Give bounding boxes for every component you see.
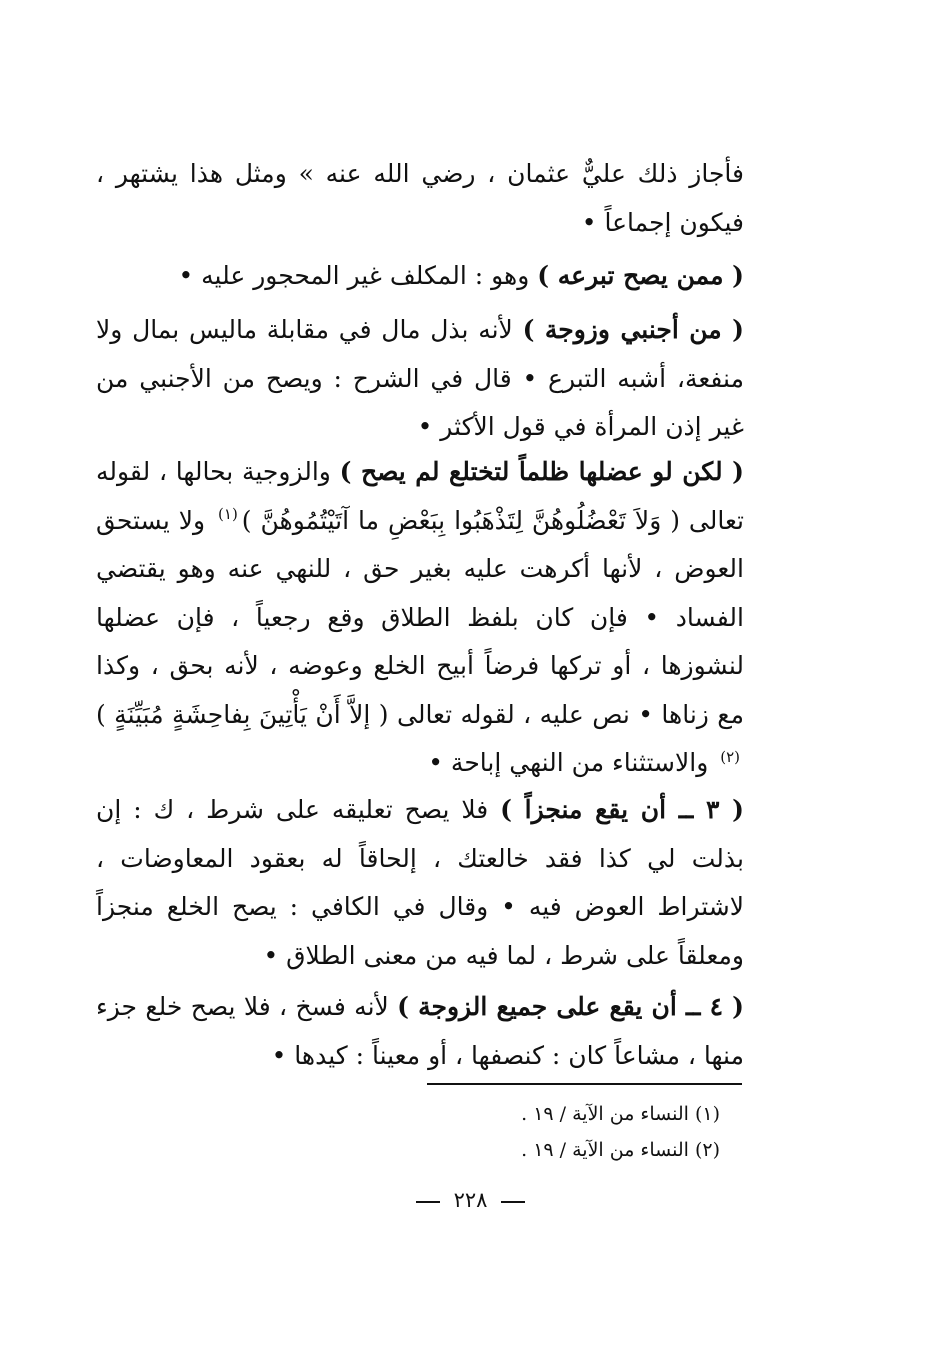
footnote-1: (١) النساء من الآية / ١٩ .: [521, 1103, 720, 1125]
footnote-ref[interactable]: (١): [218, 505, 238, 524]
paragraph-consensus: [96, 150, 744, 247]
paragraph-text: فأجاز ذلك عليٌّ عثمان ، رضي الله عنه » ومثل هذا يشتهر ، فيكون إجماعاً •: [96, 159, 744, 237]
matn-phrase: ( ٤ ــ أن يقع على جميع الزوجة ): [397, 992, 744, 1021]
paragraph-text: لأنه بذل مال في مقابلة ماليس بمال ولا منفعة، أشبه التبرع • قال في الشرح : ويصح من الأجنبي من غير إذن المرأة في قول الأكثر •: [96, 315, 744, 441]
footnotes: [420, 1096, 720, 1168]
matn-phrase: ( لكن لو عضلها ظلماً لتختلع لم يصح ): [339, 457, 744, 486]
paragraph-coercion: [96, 448, 744, 788]
paragraph-condition-4: [96, 983, 744, 1080]
paragraph-valid-donor: [96, 252, 792, 301]
paragraph-text: ولا يستحق العوض ، لأنها أكرهت عليه بغير حق ، للنهي عنه وهو يقتضي الفساد • فإن كان بلفظ الطلاق وقع رجعياً ، فإن عضلها لنشوزها ، أو تركها فرضاً أبيح الخلع وعوضه ، لأنه بحق ، وكذا مع زناها • نص عليه ، لقوله تعالى: [96, 505, 744, 729]
paragraph-text: وهو : المكلف غير المحجور عليه •: [178, 261, 530, 290]
footnote-2: (٢) النساء من الآية / ١٩ .: [521, 1139, 720, 1161]
paragraph-text: والاستثناء من النهي إباحة •: [428, 748, 709, 777]
footnote-separator: [427, 1083, 742, 1085]
matn-phrase: ( ممن يصح تبرعه ): [537, 261, 744, 290]
dash-left: [501, 1201, 525, 1203]
paragraph-condition-3: [96, 786, 744, 980]
page-number: [0, 1188, 941, 1212]
quran-verse: ( إلاَّ أَنْ يَأْتِينَ بِفاحِشَةٍ مُبَيِّنَةٍ ): [96, 699, 389, 729]
footnote-ref[interactable]: (٢): [720, 747, 740, 766]
dash-right: [416, 1201, 440, 1203]
page-number-text: ٢٢٨: [453, 1188, 488, 1212]
paragraph-foreigner-wife: [96, 306, 744, 452]
matn-phrase: ( من أجنبي وزوجة ): [522, 315, 745, 344]
paragraph-text: والزوجية بحالها ، لقوله تعالى: [96, 457, 745, 535]
paragraph-text: لأنه فسخ ، فلا يصح خلع جزء منها ، مشاعاً كان : كنصفها ، أو معيناً : كيدها •: [96, 992, 744, 1070]
paragraph-text: فلا يصح تعليقه على شرط ، ك : إن بذلت لي كذا فقد خالعتك ، إلحاقاً له بعقود المعاوضات ، لاشتراط العوض فيه • وقال في الكافي : يصح الخلع منجزاً ومعلقاً على شرط ، لما فيه من معنى الطلاق •: [96, 795, 744, 970]
quran-verse: ( وَلاَ تَعْضُلُوهُنَّ لِتَذْهَبُوا بِبَعْضِ ما آتَيْتُمُوهُنَّ ): [241, 505, 680, 535]
matn-phrase: ( ٣ ــ أن يقع منجزاً ): [500, 795, 744, 824]
